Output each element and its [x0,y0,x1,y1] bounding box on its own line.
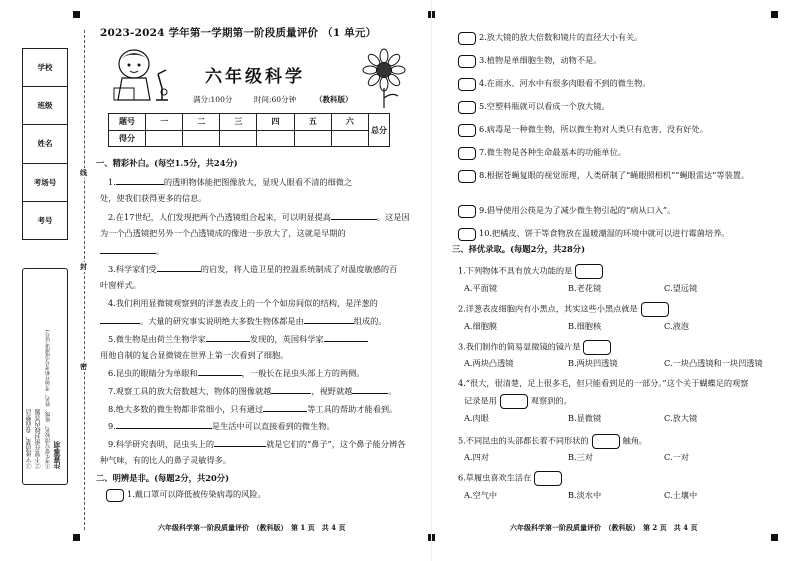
notice-item: ①考生要写清校名、班级、姓名、考场号和考号(或准考证号) [45,329,51,469]
section-heading: 一、精彩补白。(每空1.5分，共24分) [96,158,238,168]
answer-box[interactable] [458,228,476,241]
answer-box[interactable] [458,147,476,160]
answer-box[interactable] [500,394,528,409]
registration-mark [73,534,80,541]
fill-question: 9.科学研究表明，昆虫头上的 就是它们的“鼻子”，这个鼻子能分辨各 [108,439,406,449]
judge-item: 5.空塑料瓶就可以看成一个放大镜。 [458,100,610,114]
choice-option[interactable]: B.三对 [568,452,593,462]
seal-char: 封 [80,262,87,271]
notice-item: ③字迹清楚，卷面整洁 [26,409,33,469]
section-heading: 三、择优录取。(每题2分，共28分) [452,244,586,254]
score-table-cell: 得分 [109,130,146,147]
page-divider [431,0,432,561]
student-info-field: 班级 [23,87,67,125]
score-table-cell: 总分 [369,114,390,147]
fill-question: 2.在17世纪，人们发现把两个凸透镜组合起来，可以明显提高 。这是因 [108,212,410,222]
choice-option[interactable]: B.显微镜 [568,413,602,423]
fill-question: 1. 的透明物体能把图像放大，显现人眼看不清的细微之 [108,177,353,187]
score-table-cell: 四 [257,114,294,131]
choice-option[interactable]: C.望远镜 [664,283,698,293]
student-info-field: 考场号 [23,164,67,202]
seal-char: 线 [80,168,87,177]
choice-option[interactable]: A.四对 [464,452,489,462]
answer-box[interactable] [458,55,476,68]
choice-question: 4.“很大，很清楚，足上很多毛，但只能看到足的一部分。”这个关于蝴蝶足的观察 [458,378,749,388]
answer-box[interactable] [458,170,476,183]
judge-item: 2.放大镜的放大倍数和镜片的直径大小有关。 [458,31,642,45]
choice-question: 3.我们制作的简易显微镜的镜片是 [458,340,614,355]
section-heading: 二、明辨是非。(每题2分，共20分) [96,473,230,483]
answer-box[interactable] [534,471,562,486]
answer-blank[interactable] [116,175,164,185]
fill-question-cont: 叶窗样式。 [100,280,141,290]
answer-blank[interactable] [214,437,266,447]
judge-item: 3.植物是单细胞生物，动物不是。 [458,54,601,68]
choice-option[interactable]: A.细胞膜 [464,321,498,331]
score-input-cell[interactable] [183,130,220,147]
fill-question: 9. 是生活中可以直接看到的微生物。 [108,421,335,431]
judge-item: 4.在雨水、河水中有很多肉眼看不到的微生物。 [458,77,651,91]
answer-blank[interactable] [157,262,201,272]
choice-question-cont: 记录是用 观察到的。 [464,394,572,409]
student-info-strip [22,48,68,240]
choice-option[interactable]: A.空气中 [464,490,498,500]
answer-box[interactable] [641,302,669,317]
answer-blank[interactable] [198,366,242,376]
fill-question: 5.微生物是由荷兰生物学家 发现的，英国科学家 [108,332,368,345]
score-table-cell: 题号 [109,114,146,131]
score-table-cell: 一 [146,114,183,131]
choice-option[interactable]: B.细胞核 [568,321,602,331]
fill-question: 7.观察工具的放大倍数越大，物体的图像就越 ，视野就越 。 [108,386,397,396]
score-table-header-row [109,114,390,131]
answer-box[interactable] [592,434,620,449]
notice-box [22,268,68,485]
choice-option[interactable]: C.液泡 [664,321,689,331]
fill-question: 4.我们利用显微镜观察到的洋葱表皮上的一个个如房间似的结构，是洋葱的 [108,298,378,308]
choice-option[interactable]: B.淡水中 [568,490,602,500]
answer-blank[interactable] [100,314,140,324]
score-table [108,113,390,147]
seal-line [84,30,85,530]
score-table-cell: 三 [220,114,257,131]
answer-blank[interactable] [206,332,250,342]
fill-question: 3.科学家们受 的启发，将人造卫星的控温系统制成了对温度敏感的百 [108,264,398,274]
fill-question: 8.绝大多数的微生物都非常细小，只有通过 等工具的帮助才能看到。 [108,404,398,414]
score-input-cell[interactable] [257,130,294,147]
student-info-field: 学校 [23,49,67,87]
choice-question: 6.草履虫喜欢生活在 [458,471,565,486]
choice-option[interactable]: C.一对 [664,452,689,462]
choice-option[interactable]: C.放大镜 [664,413,698,423]
registration-mark [771,534,778,541]
answer-blank[interactable] [263,402,307,412]
judge-item: 9.倡导使用公筷是为了减少微生物引起的“病从口入”。 [458,204,675,218]
fill-question-cont: 。大量的研究事实说明绝大多数生物体都是由 组成的。 [100,314,387,327]
answer-box[interactable] [583,340,611,355]
choice-question: 1.下列物体不具有放大功能的是 [458,264,606,279]
fill-question-cont: 。 [100,244,164,257]
student-info-field: 考号 [37,215,53,225]
judge-item: 8.根据苍蝇复眼的视觉原理，人类研制了“蝇眼照相机”“蝇眼雷达”等装置。 [458,169,778,183]
choice-question: 5.不同昆虫的头部都长着不同形状的 触角。 [458,434,647,449]
notice-title: 注意事项 [52,441,61,469]
girl-microscope-illustration [108,44,174,110]
score-table-cell: 五 [294,114,331,131]
choice-option[interactable]: B.老花镜 [568,283,602,293]
answer-box[interactable] [458,101,476,114]
choice-question: 2.洋葱表皮细胞内有小黑点，其实这些小黑点就是 [458,302,672,317]
choice-option[interactable]: A.肉眼 [464,413,489,423]
choice-option[interactable]: B.两块凹透镜 [568,358,618,368]
fill-question-cont: 用他自制的复合显微镜在世界上第一次看到了细胞。 [100,350,289,360]
exam-header-title: 2023-2024 学年第一学期第一阶段质量评价 （1 单元） [100,27,377,39]
choice-option[interactable]: A.两块凸透镜 [464,358,514,368]
answer-box[interactable] [106,489,124,502]
sunflower-illustration [358,48,410,108]
answer-blank[interactable] [331,210,377,220]
score-input-cell[interactable] [331,130,368,147]
page-footer: 六年级科学第一阶段质量评价 （教科版） 第 2 页 共 4 页 [510,523,698,532]
edition: （教科版） [315,95,353,104]
score-input-cell[interactable] [146,130,183,147]
judge-item: 10.把橘皮、饼干等食物放在温暖潮湿的环境中就可以进行霉菌培养。 [458,227,729,241]
answer-box[interactable] [458,205,476,218]
answer-box[interactable] [458,32,476,45]
score-input-cell[interactable] [294,130,331,147]
seal-char: 密 [80,362,87,371]
exam-time: 时间:60分钟 [254,95,297,104]
score-input-cell[interactable] [220,130,257,147]
subject-title: 六年级科学 [205,67,305,87]
score-table-cell: 二 [183,114,220,131]
answer-blank[interactable] [100,244,156,254]
judge-item: 6.病毒是一种微生物，所以微生物对人类只有危害，没有好处。 [458,123,708,137]
answer-box[interactable] [458,78,476,91]
answer-blank[interactable] [352,384,388,394]
choice-option[interactable]: C.一块凸透镜和一块凹透镜 [664,358,763,368]
answer-blank[interactable] [304,314,354,324]
score-table-score-row [109,130,390,147]
full-score: 满分:100分 [193,95,233,104]
notice-item: ②不要在密封线内答题 [35,409,42,469]
fill-question-cont: 种气味，有的比人的鼻子灵敏得多。 [100,455,232,465]
score-table-cell: 六 [331,114,368,131]
judge-item: 1.戴口罩可以降低被传染病毒的风险。 [106,488,266,502]
registration-mark [771,11,778,18]
fill-question: 6.昆虫的眼睛分为单眼和 ，一般长在昆虫头部上方的两侧。 [108,368,365,378]
answer-box[interactable] [575,264,603,279]
fill-question-cont: 为一个凸透镜把另外一个凸透镜成的像进一步放大了，这就是早期的 [100,228,346,238]
judge-item: 7.微生物是各种生命最基本的功能单位。 [458,146,626,160]
student-info-field: 姓名 [23,125,67,163]
answer-blank[interactable] [271,384,311,394]
registration-mark [73,11,80,18]
fill-question-cont: 处，使我们获得更多的信息。 [100,193,207,203]
answer-box[interactable] [458,124,476,137]
page-footer: 六年级科学第一阶段质量评价 （教科版） 第 1 页 共 4 页 [158,523,346,532]
answer-blank[interactable] [116,419,212,429]
answer-blank[interactable] [324,332,368,342]
choice-option[interactable]: C.土壤中 [664,490,698,500]
choice-option[interactable]: A.平面镜 [464,283,498,293]
